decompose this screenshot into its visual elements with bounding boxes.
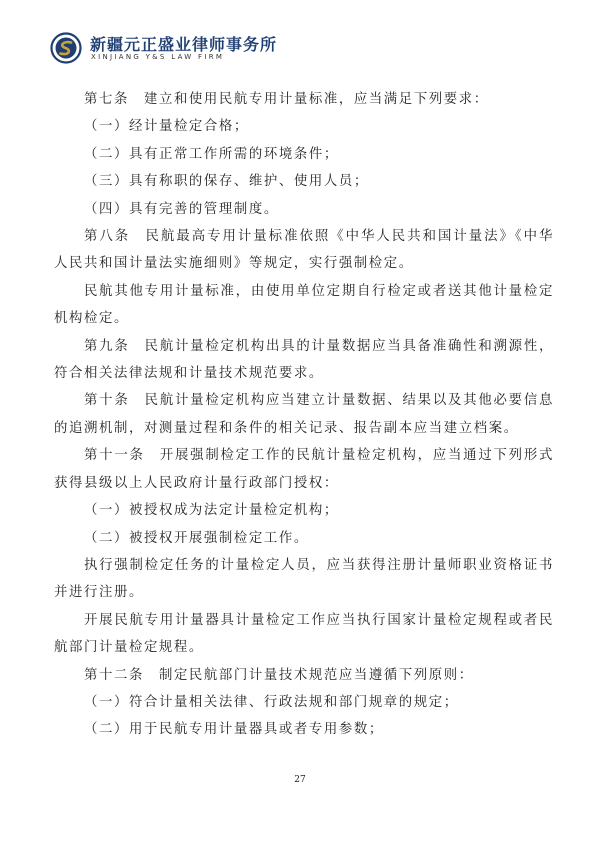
- firm-logo-icon: [50, 32, 82, 64]
- article-11-item-1: （一）被授权成为法定计量检定机构；: [84, 503, 339, 519]
- article-7-item-1: （一）经计量检定合格；: [84, 119, 249, 135]
- article-11-paragraph-2: 执行强制检定任务的计量检定人员，应当获得注册计量师职业资格证书并进行注册。: [54, 557, 554, 601]
- article-10: 第十条 民航计量检定机构应当建立计量数据、结果以及其他必要信息的追溯机制，对测量过程和条件的相关记录、报告副本应当建立档案。: [54, 393, 554, 436]
- article-8-paragraph-2: 民航其他专用计量标准，由使用单位定期自行检定或者送其他计量检定机构检定。: [54, 283, 554, 327]
- article-11: 第十一条 开展强制检定工作的民航计量检定机构，应当通过下列形式获得县级以上人民政府计量行政部门授权：: [54, 448, 554, 491]
- document-body: [54, 86, 554, 744]
- letterhead: [50, 30, 550, 70]
- article-11-paragraph-3: 开展民航专用计量器具计量检定工作应当执行国家计量检定规程或者民航部门计量检定规程。: [54, 612, 554, 656]
- article-7: 第七条 建立和使用民航专用计量标准，应当满足下列要求：: [84, 92, 489, 107]
- page-number: 27: [294, 775, 306, 785]
- article-7-item-4: （四）具有完善的管理制度。: [84, 201, 279, 217]
- article-7-item-2: （二）具有正常工作所需的环境条件；: [84, 146, 339, 162]
- article-7-item-3: （三）具有称职的保存、维护、使用人员；: [84, 174, 369, 190]
- article-12-item-2: （二）用于民航专用计量器具或者专用参数；: [84, 722, 384, 738]
- article-11-item-2: （二）被授权开展强制检定工作。: [84, 530, 309, 546]
- article-12-item-1: （一）符合计量相关法律、行政法规和部门规章的规定；: [84, 694, 459, 710]
- article-12: 第十二条 制定民航部门计量技术规范应当遵循下列原则：: [84, 667, 474, 683]
- firm-name-english: XINJIANG Y&S LAW FIRM: [91, 53, 225, 61]
- article-8: 第八条 民航最高专用计量标准依照《中华人民共和国计量法》《中华人民共和国计量法实施细则》等规定，实行强制检定。: [54, 229, 554, 272]
- article-9: 第九条 民航计量检定机构出具的计量数据应当具备准确性和溯源性，符合相关法律法规和计量技术规范要求。: [54, 338, 554, 382]
- firm-name: 新疆元正盛业律师事务所: [90, 35, 278, 54]
